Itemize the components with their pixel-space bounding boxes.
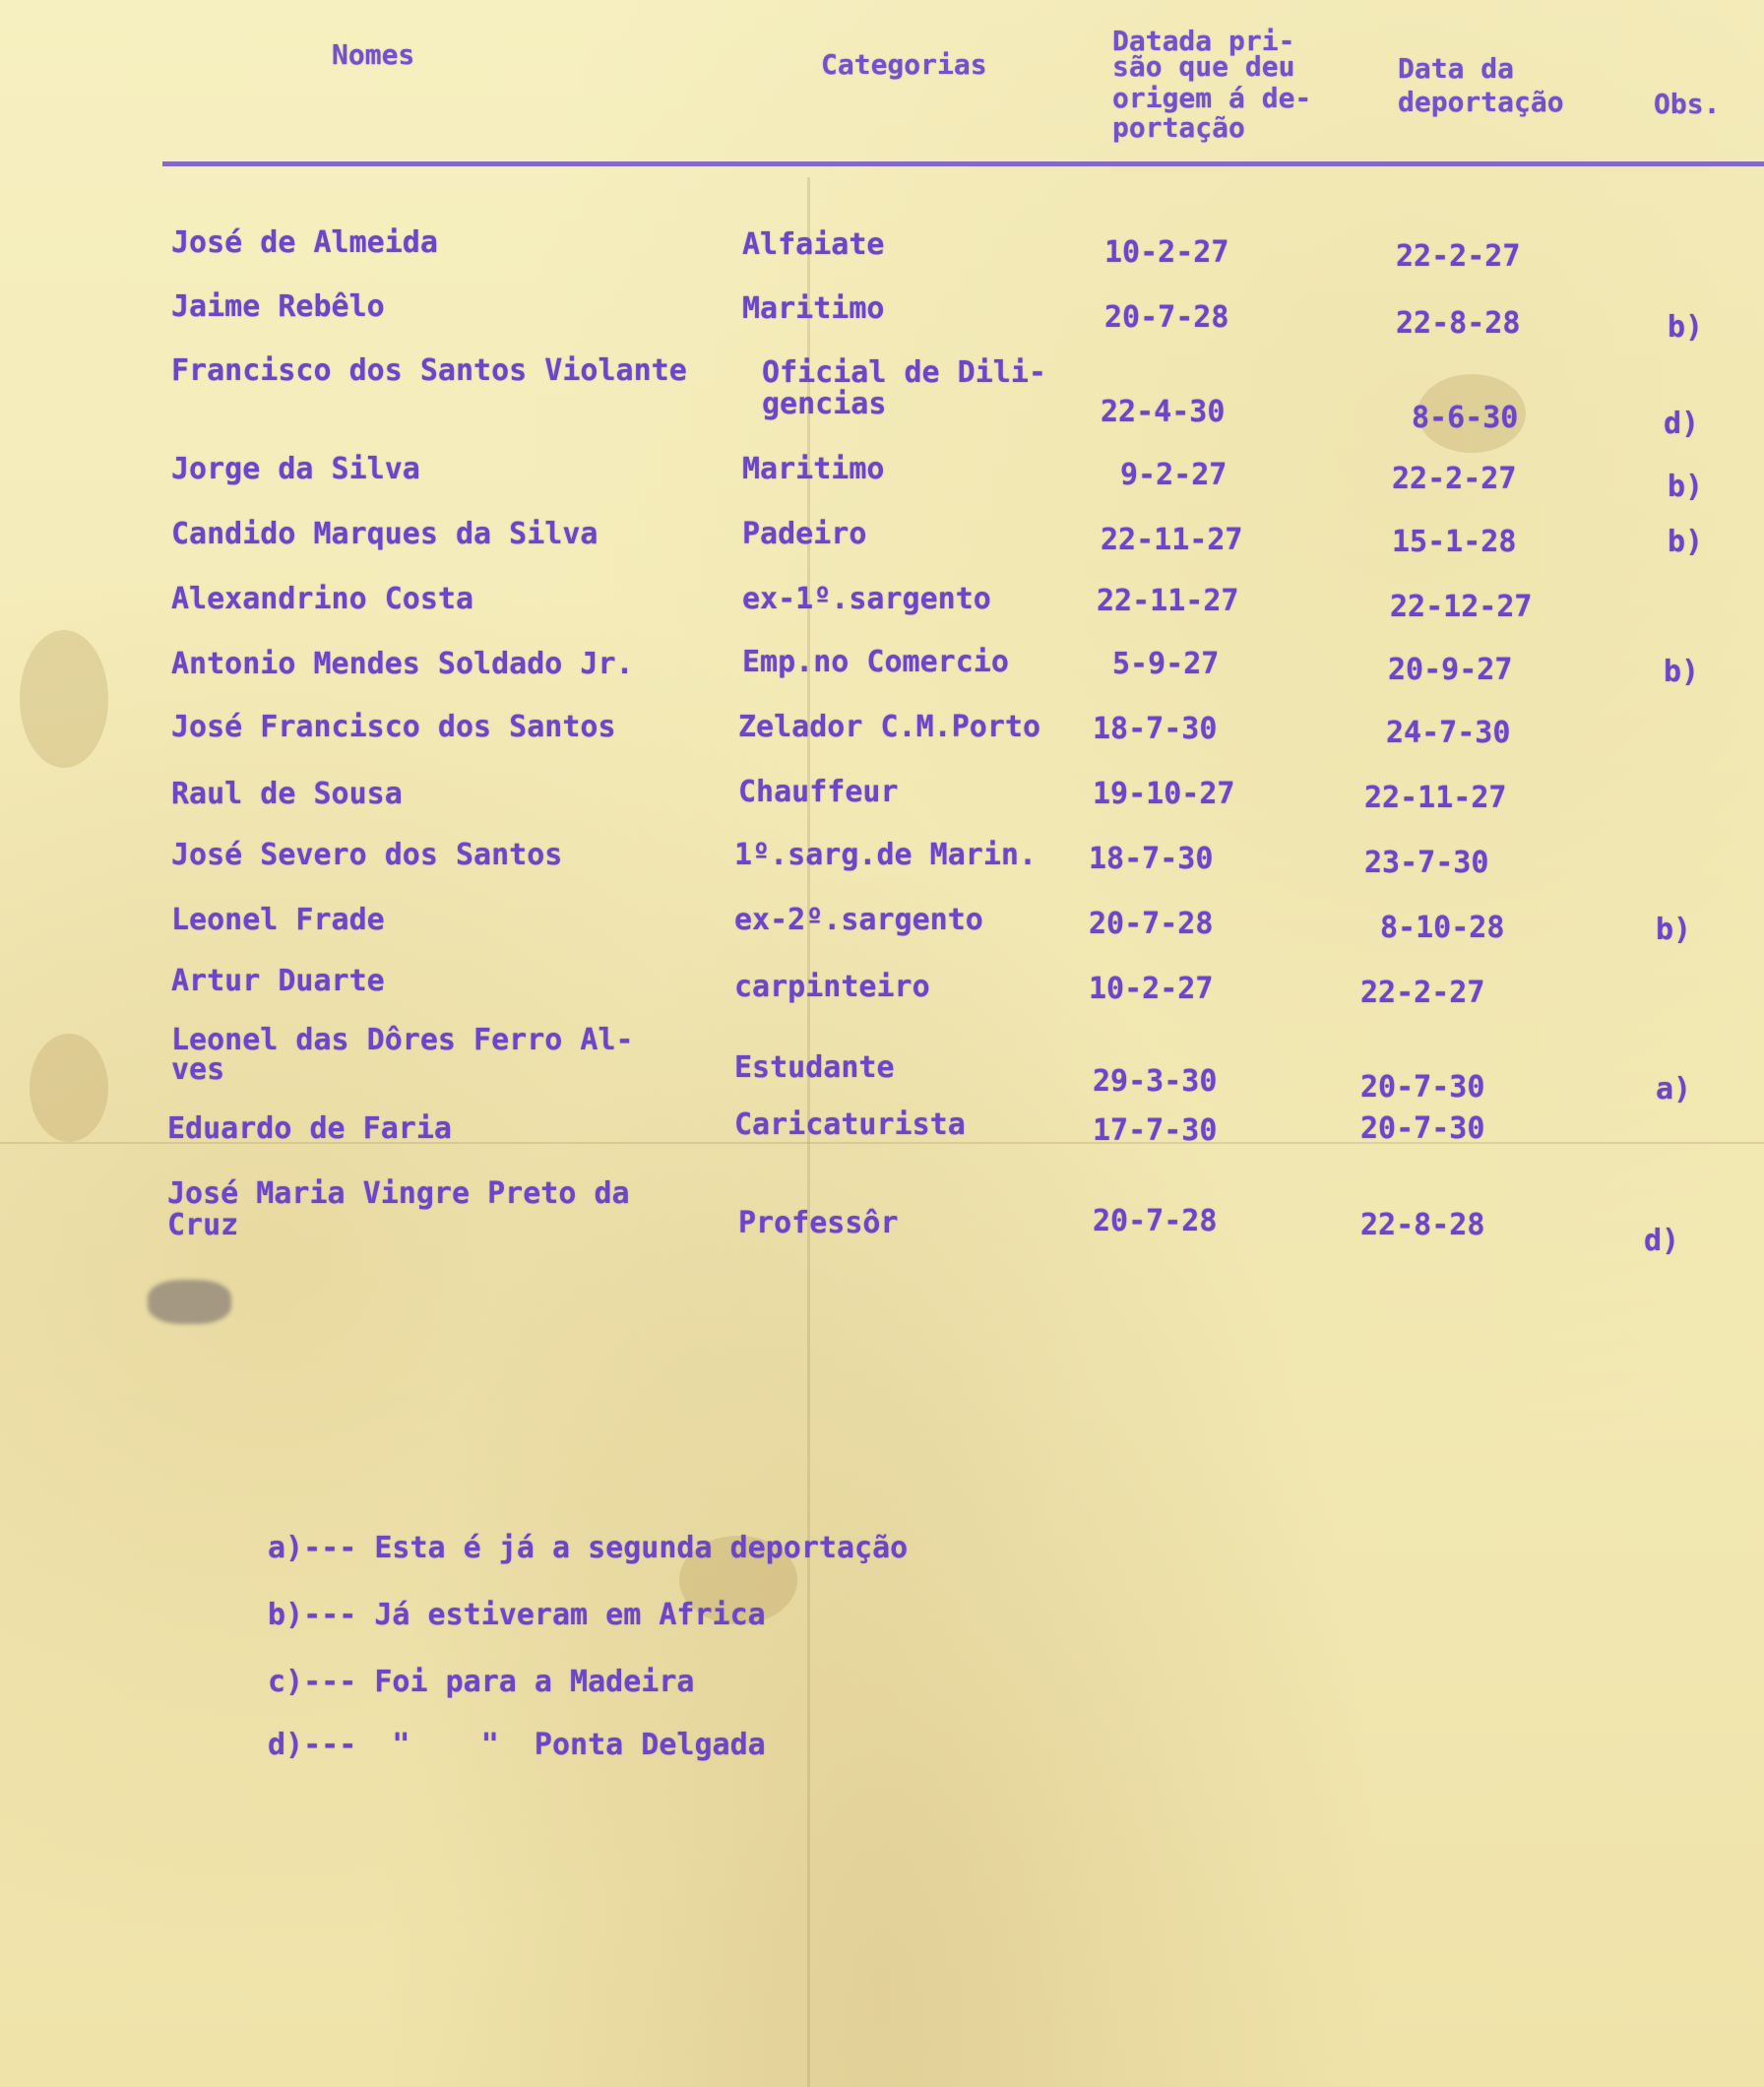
row-9-category: 1º.sarg.de Marin.	[734, 838, 1038, 872]
row-12-arrest: 29-3-30	[1093, 1064, 1218, 1099]
row-5-category: ex-1º.sargento	[742, 582, 991, 616]
note-d: d)--- " " Ponta Delgada	[268, 1728, 766, 1762]
row-2-deport: 8-6-30	[1412, 401, 1519, 435]
row-13-arrest: 17-7-30	[1093, 1113, 1218, 1148]
row-7-arrest: 18-7-30	[1093, 712, 1218, 746]
row-4-name: Candido Marques da Silva	[171, 517, 598, 551]
row-3-deport: 22-2-27	[1392, 462, 1517, 496]
header-category: Categorias	[821, 48, 987, 81]
row-9-deport: 23-7-30	[1364, 846, 1489, 880]
row-1-name: Jaime Rebêlo	[171, 289, 385, 324]
row-6-deport: 20-9-27	[1388, 653, 1513, 687]
row-13-category: Caricaturista	[734, 1107, 966, 1142]
row-1-deport: 22-8-28	[1396, 306, 1521, 341]
header-arrest-line3: origem á de-	[1112, 82, 1312, 114]
row-6-name: Antonio Mendes Soldado Jr.	[171, 647, 634, 681]
row-11-arrest: 10-2-27	[1089, 972, 1214, 1006]
header-arrest-line4: portação	[1112, 111, 1245, 144]
row-0-deport: 22-2-27	[1396, 239, 1521, 274]
row-4-obs: b)	[1668, 525, 1704, 559]
row-11-name: Artur Duarte	[171, 964, 385, 998]
row-3-category: Maritimo	[742, 452, 885, 486]
row-14-category: Professôr	[738, 1206, 899, 1240]
row-2-category-line1: Oficial de Dili-	[762, 355, 1046, 390]
note-c: c)--- Foi para a Madeira	[268, 1665, 695, 1699]
header-rule	[162, 161, 1764, 166]
header-arrest-line2: são que deu	[1112, 50, 1295, 83]
header-obs: Obs.	[1654, 88, 1721, 120]
header-arrest-line1: Datada pri-	[1112, 25, 1295, 57]
stain	[20, 630, 108, 768]
row-6-arrest: 5-9-27	[1112, 647, 1220, 681]
row-10-name: Leonel Frade	[171, 903, 385, 937]
row-7-name: José Francisco dos Santos	[171, 710, 616, 744]
row-14-deport: 22-8-28	[1360, 1208, 1485, 1242]
row-5-deport: 22-12-27	[1390, 590, 1533, 624]
row-7-category: Zelador C.M.Porto	[738, 710, 1041, 744]
row-3-arrest: 9-2-27	[1120, 458, 1228, 492]
row-4-deport: 15-1-28	[1392, 525, 1517, 559]
row-10-obs: b)	[1656, 913, 1692, 947]
row-3-name: Jorge da Silva	[171, 452, 420, 486]
row-2-name: Francisco dos Santos Violante	[171, 353, 687, 388]
row-7-deport: 24-7-30	[1386, 716, 1511, 750]
row-13-name: Eduardo de Faria	[167, 1111, 452, 1146]
note-a: a)--- Esta é já a segunda deportação	[268, 1531, 909, 1565]
row-14-name-line1: José Maria Vingre Preto da	[167, 1176, 630, 1211]
row-6-category: Emp.no Comercio	[742, 645, 1009, 679]
row-2-obs: d)	[1664, 407, 1700, 441]
note-b: b)--- Já estiveram em Africa	[268, 1598, 766, 1632]
row-12-category: Estudante	[734, 1050, 895, 1085]
row-4-arrest: 22-11-27	[1101, 523, 1243, 557]
row-8-name: Raul de Sousa	[171, 777, 403, 811]
row-12-name-line1: Leonel das Dôres Ferro Al-	[171, 1023, 634, 1057]
row-5-arrest: 22-11-27	[1097, 584, 1239, 618]
row-11-category: carpinteiro	[734, 970, 930, 1004]
row-5-name: Alexandrino Costa	[171, 582, 474, 616]
row-1-obs: b)	[1668, 310, 1704, 345]
row-6-obs: b)	[1664, 655, 1700, 689]
row-11-deport: 22-2-27	[1360, 976, 1485, 1010]
row-14-obs: d)	[1644, 1224, 1680, 1258]
header-deport-line1: Data da	[1398, 52, 1515, 85]
row-14-arrest: 20-7-28	[1093, 1204, 1218, 1238]
row-12-deport: 20-7-30	[1360, 1070, 1485, 1105]
row-10-category: ex-2º.sargento	[734, 903, 983, 937]
row-2-category-line2: gencias	[762, 387, 887, 421]
row-12-obs: a)	[1656, 1072, 1692, 1107]
row-8-arrest: 19-10-27	[1093, 777, 1235, 811]
row-12-name-line2: ves	[171, 1052, 225, 1087]
row-8-deport: 22-11-27	[1364, 781, 1507, 815]
row-9-arrest: 18-7-30	[1089, 842, 1214, 876]
row-0-arrest: 10-2-27	[1104, 235, 1229, 270]
row-9-name: José Severo dos Santos	[171, 838, 563, 872]
row-4-category: Padeiro	[742, 517, 867, 551]
row-13-deport: 20-7-30	[1360, 1111, 1485, 1146]
row-0-category: Alfaiate	[742, 227, 885, 262]
row-10-arrest: 20-7-28	[1089, 907, 1214, 941]
row-14-name-line2: Cruz	[167, 1208, 239, 1242]
stain	[30, 1034, 108, 1142]
header-deport-line2: deportação	[1398, 86, 1564, 118]
row-1-arrest: 20-7-28	[1104, 300, 1229, 335]
ink-smudge	[148, 1280, 231, 1324]
row-3-obs: b)	[1668, 470, 1704, 504]
row-1-category: Maritimo	[742, 291, 885, 326]
row-8-category: Chauffeur	[738, 775, 899, 809]
row-0-name: José de Almeida	[171, 225, 438, 260]
row-10-deport: 8-10-28	[1380, 911, 1505, 945]
row-2-arrest: 22-4-30	[1101, 395, 1226, 429]
header-name: Nomes	[332, 38, 415, 71]
